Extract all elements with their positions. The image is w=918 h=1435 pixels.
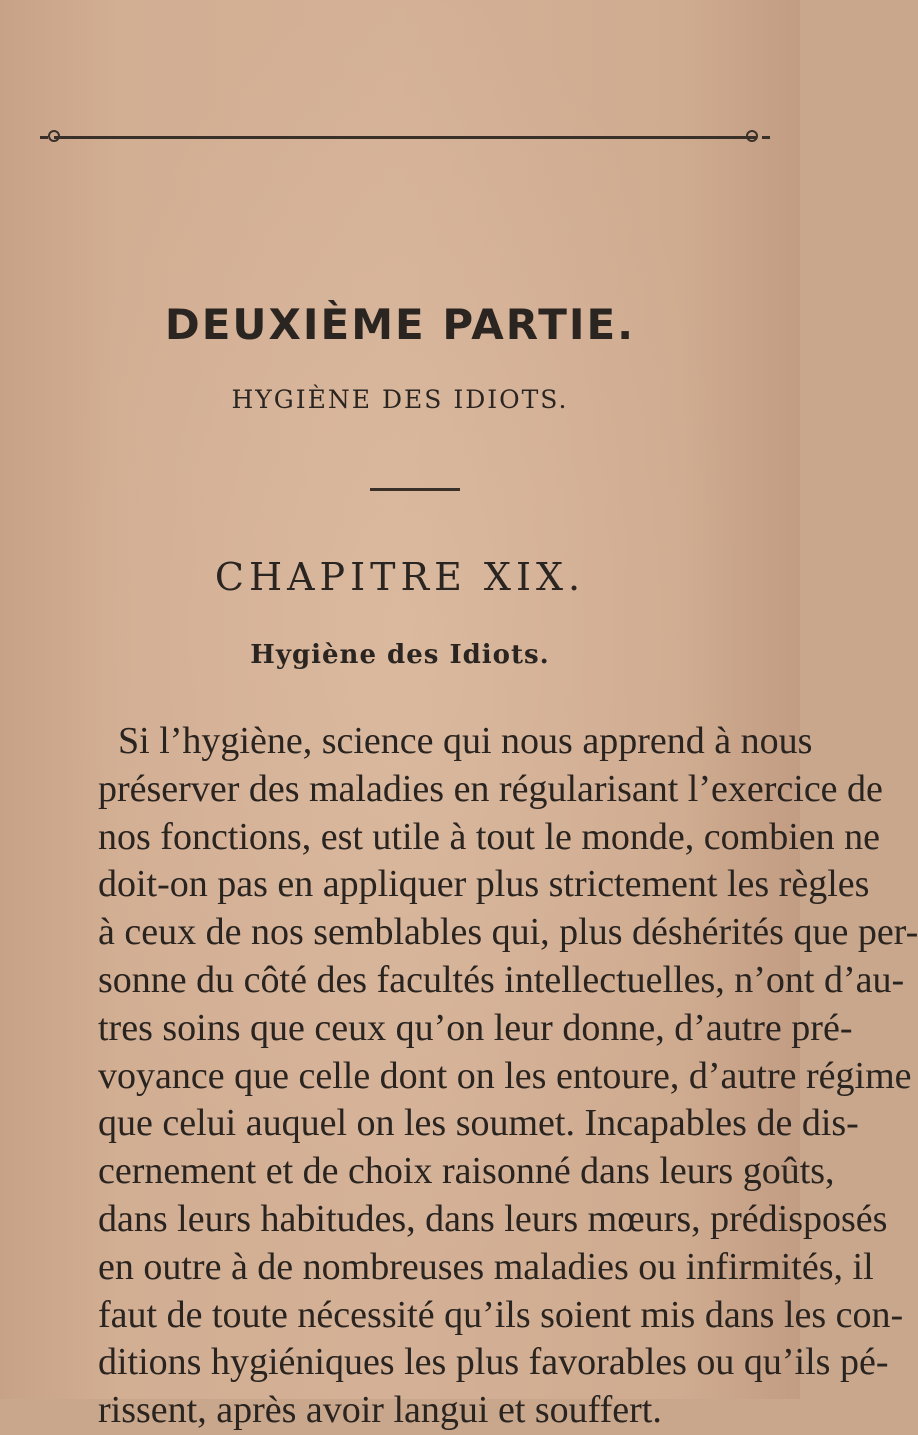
section-divider [370, 488, 460, 491]
text-line: en outre à de nombreuses maladies ou infirmités, il [98, 1245, 874, 1288]
body-paragraph [98, 718, 918, 1435]
text-line: rissent, après avoir langui et souffert. [98, 1389, 662, 1432]
rule-right-knob [746, 130, 758, 142]
text-line: ditions hygiéniques les plus favorables ou qu’ils pé- [98, 1341, 889, 1384]
text-line: tres soins que ceux qu’on leur donne, d’autre pré- [98, 1006, 853, 1049]
part-title: DEUXIÈME PARTIE. [164, 300, 636, 349]
text-line: dans leurs habitudes, dans leurs mœurs, prédisposés [98, 1197, 888, 1240]
text-line: Si l’hygiène, science qui nous apprend à nous [118, 720, 813, 762]
chapter-title: CHAPITRE XIX. [214, 555, 586, 599]
text-line: à ceux de nos semblables qui, plus déshérités que per- [98, 911, 918, 954]
text-line: voyance que celle dont on les entoure, d’autre régime [98, 1054, 912, 1097]
text-line: nos fonctions, est utile à tout le monde, combien ne [98, 815, 881, 858]
text-line: faut de toute nécessité qu’ils soient mis dans les con- [98, 1293, 904, 1336]
chapter-subtitle: Hygiène des Idiots. [250, 640, 550, 670]
text-line: que celui auquel on les soumet. Incapables de dis- [98, 1102, 859, 1145]
text-line: sonne du côté des facultés intellectuelles, n’ont d’au- [98, 958, 905, 1001]
ornamental-top-rule [40, 128, 770, 144]
part-subtitle: HYGIÈNE DES IDIOTS. [231, 385, 569, 414]
text-line: doit-on pas en appliquer plus strictement les règles [98, 863, 870, 906]
text-line: préserver des maladies en régularisant l’exercice de [98, 767, 883, 810]
text-line: cernement et de choix raisonné dans leurs goûts, [98, 1150, 835, 1193]
